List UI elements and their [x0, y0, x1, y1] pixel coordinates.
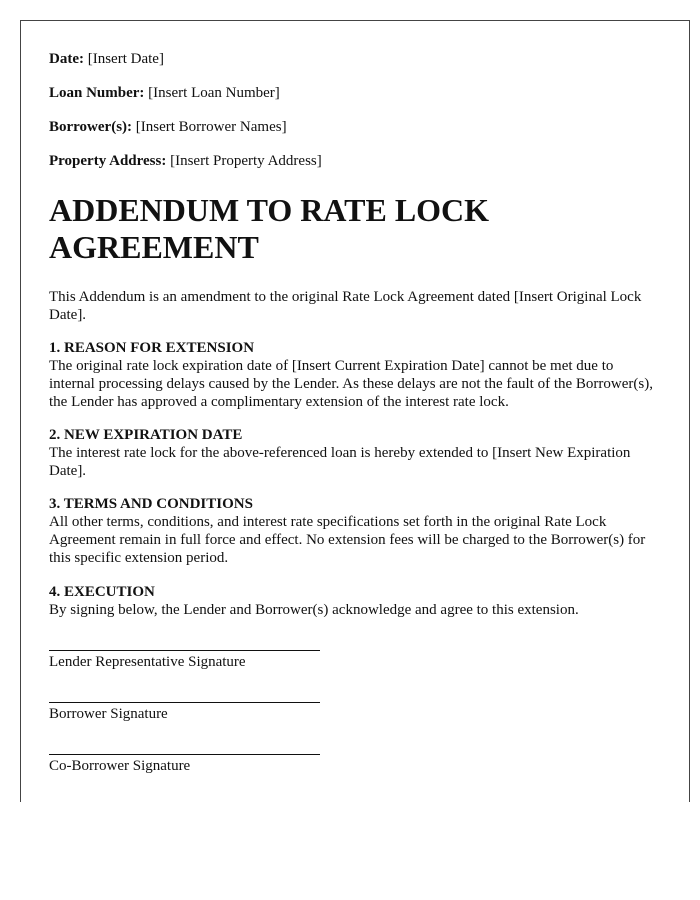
section-body: The original rate lock expiration date of [Insert Current Expiration Date] cannot be met due to internal processing delays caused by the Lender. As these delays are not the fault of the Borrower(s), the Lender has approved a complimentary extension of the interest rate lock.: [49, 358, 653, 410]
loan-number-field: Loan Number: [Insert Loan Number]: [49, 85, 280, 101]
section-new-expiration: [49, 426, 661, 480]
section-heading: 1. REASON FOR EXTENSION: [49, 340, 255, 356]
section-execution: [49, 583, 661, 619]
signature-label: Borrower Signature: [49, 706, 168, 722]
section-body: By signing below, the Lender and Borrower(s) acknowledge and agree to this extension.: [49, 602, 579, 618]
property-address-field: Property Address: [Insert Property Address]: [49, 153, 322, 169]
section-heading: 3. TERMS AND CONDITIONS: [49, 496, 253, 512]
signature-line: [49, 702, 320, 703]
borrowers-field: Borrower(s): [Insert Borrower Names]: [49, 119, 287, 135]
signature-block-co-borrower: [49, 754, 320, 775]
section-terms: [49, 495, 661, 567]
intro-paragraph: This Addendum is an amendment to the original Rate Lock Agreement dated [Insert Original Lock Date].: [49, 289, 642, 323]
section-body: The interest rate lock for the above-referenced loan is hereby extended to [Insert New Expiration Date].: [49, 445, 631, 479]
section-reason: [49, 339, 661, 411]
document-title: ADDENDUM TO RATE LOCK AGREEMENT: [49, 192, 490, 265]
signature-block-borrower: [49, 702, 320, 723]
section-heading: 4. EXECUTION: [49, 584, 155, 600]
signature-line: [49, 650, 320, 651]
section-heading: 2. NEW EXPIRATION DATE: [49, 427, 243, 443]
signature-label: Lender Representative Signature: [49, 654, 246, 670]
date-field: Date: [Insert Date]: [49, 51, 164, 67]
signature-block-lender: [49, 650, 320, 671]
signature-line: [49, 754, 320, 755]
section-body: All other terms, conditions, and interest rate specifications set forth in the original Rate Lock Agreement remain in full force and effect. No extension fees will be charged to the Borrower(s) for this specific extension period.: [49, 514, 646, 566]
signature-label: Co-Borrower Signature: [49, 758, 191, 774]
document-page: [20, 20, 690, 802]
